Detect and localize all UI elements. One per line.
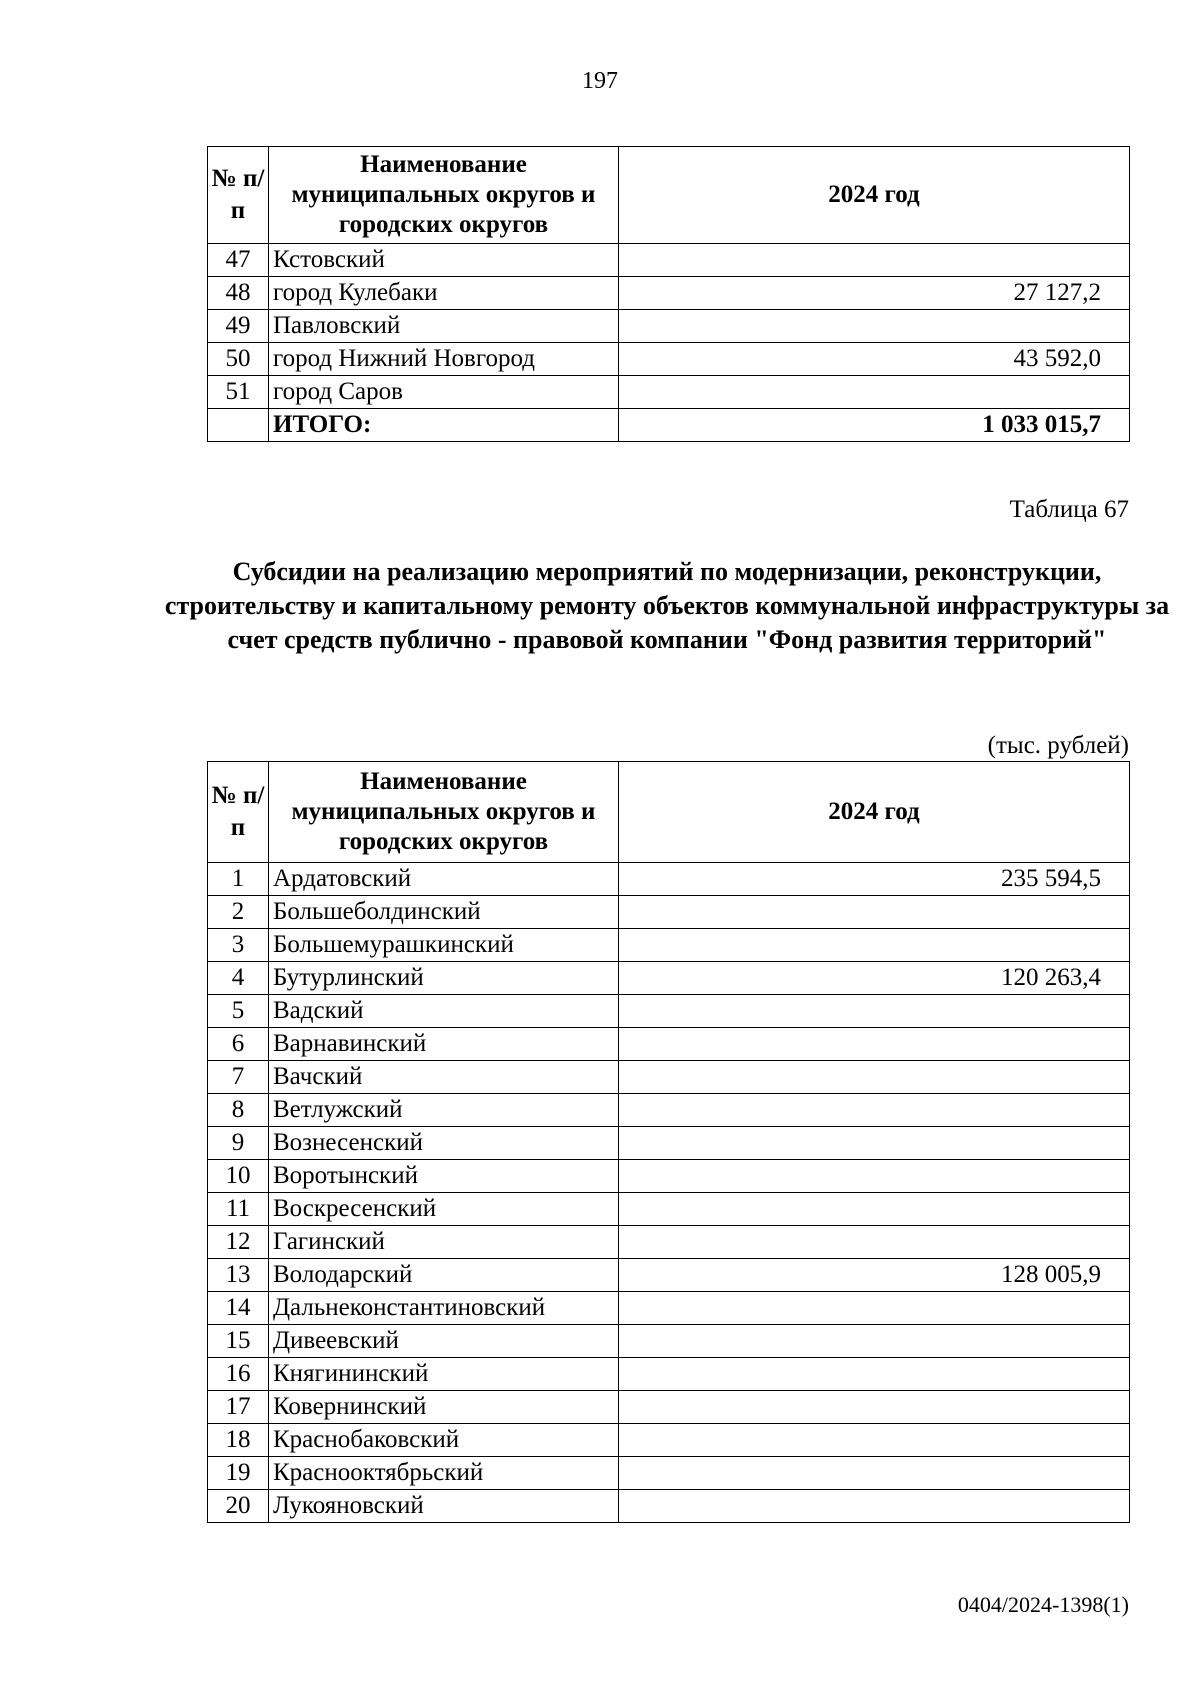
- table-row: [208, 1226, 1130, 1259]
- header-num: № п/п: [208, 762, 269, 863]
- total-row: [208, 409, 1130, 442]
- row-value: [619, 244, 1130, 277]
- row-value: 235 594,5: [619, 863, 1130, 896]
- table-header-row: [208, 762, 1130, 863]
- row-value: [619, 1226, 1130, 1259]
- row-name: Ардатовский: [269, 863, 619, 896]
- row-num: 1: [208, 863, 269, 896]
- row-value: [619, 1160, 1130, 1193]
- table-row: [208, 1160, 1130, 1193]
- row-name: Вознесенский: [269, 1127, 619, 1160]
- row-num: 17: [208, 1391, 269, 1424]
- row-num: 51: [208, 376, 269, 409]
- header-year: 2024 год: [619, 147, 1130, 244]
- row-num: 14: [208, 1292, 269, 1325]
- row-num: 7: [208, 1061, 269, 1094]
- row-name: Большемурашкинский: [269, 929, 619, 962]
- row-num: 47: [208, 244, 269, 277]
- document-code: 0404/2024-1398(1): [957, 1592, 1129, 1617]
- row-name: Володарский: [269, 1259, 619, 1292]
- row-value: [619, 1490, 1130, 1523]
- table-row: [208, 962, 1130, 995]
- row-num: 16: [208, 1358, 269, 1391]
- table-row: [208, 1061, 1130, 1094]
- table-row: [208, 1325, 1130, 1358]
- row-value: 128 005,9: [619, 1259, 1130, 1292]
- table-row: [208, 896, 1130, 929]
- row-value: [619, 1391, 1130, 1424]
- row-value: [619, 1325, 1130, 1358]
- row-name: город Кулебаки: [269, 277, 619, 310]
- row-name: Вадский: [269, 995, 619, 1028]
- row-value: [619, 929, 1130, 962]
- table-label: Таблица 67: [1009, 496, 1129, 523]
- row-num: 11: [208, 1193, 269, 1226]
- row-name: Кстовский: [269, 244, 619, 277]
- row-name: Ветлужский: [269, 1094, 619, 1127]
- row-value: [619, 1061, 1130, 1094]
- row-value: 27 127,2: [619, 277, 1130, 310]
- row-name: город Саров: [269, 376, 619, 409]
- row-value: [619, 1094, 1130, 1127]
- row-value: [619, 310, 1130, 343]
- table-row: [208, 376, 1130, 409]
- row-name: Лукояновский: [269, 1490, 619, 1523]
- row-num: 12: [208, 1226, 269, 1259]
- row-value: [619, 1127, 1130, 1160]
- row-value: [619, 1457, 1130, 1490]
- row-num: 10: [208, 1160, 269, 1193]
- row-num: 9: [208, 1127, 269, 1160]
- total-label: ИТОГО:: [269, 409, 619, 442]
- row-value: [619, 1028, 1130, 1061]
- header-year: 2024 год: [619, 762, 1130, 863]
- table-row: [208, 929, 1130, 962]
- table-row: [208, 1490, 1130, 1523]
- table-row: [208, 310, 1130, 343]
- table-row: [208, 995, 1130, 1028]
- row-value: 43 592,0: [619, 343, 1130, 376]
- table-row: [208, 1127, 1130, 1160]
- table-row: [208, 244, 1130, 277]
- row-num: 4: [208, 962, 269, 995]
- table-row: [208, 1193, 1130, 1226]
- row-num: 49: [208, 310, 269, 343]
- page-number: 197: [582, 68, 618, 94]
- row-value: [619, 1358, 1130, 1391]
- table-row: [208, 343, 1130, 376]
- table-row: [208, 1259, 1130, 1292]
- row-value: [619, 1193, 1130, 1226]
- row-name: Павловский: [269, 310, 619, 343]
- table-continuation: [207, 146, 1130, 442]
- row-name: Воротынский: [269, 1160, 619, 1193]
- total-num: [208, 409, 269, 442]
- row-name: Большеболдинский: [269, 896, 619, 929]
- row-name: Краснооктябрьский: [269, 1457, 619, 1490]
- total-value: 1 033 015,7: [619, 409, 1130, 442]
- table-row: [208, 1292, 1130, 1325]
- row-value: [619, 376, 1130, 409]
- row-num: 3: [208, 929, 269, 962]
- subsidy-table: [207, 761, 1130, 1523]
- table-row: [208, 277, 1130, 310]
- row-name: Варнавинский: [269, 1028, 619, 1061]
- table-row: [208, 1094, 1130, 1127]
- row-num: 19: [208, 1457, 269, 1490]
- row-num: 48: [208, 277, 269, 310]
- row-name: Ковернинский: [269, 1391, 619, 1424]
- row-value: 120 263,4: [619, 962, 1130, 995]
- unit-label: (тыс. рублей): [987, 732, 1129, 759]
- row-num: 13: [208, 1259, 269, 1292]
- row-name: город Нижний Новгород: [269, 343, 619, 376]
- table-row: [208, 1028, 1130, 1061]
- table-row: [208, 1457, 1130, 1490]
- table-row: [208, 863, 1130, 896]
- row-name: Вачский: [269, 1061, 619, 1094]
- row-num: 15: [208, 1325, 269, 1358]
- row-value: [619, 995, 1130, 1028]
- row-name: Бутурлинский: [269, 962, 619, 995]
- table-header-row: [208, 147, 1130, 244]
- row-value: [619, 896, 1130, 929]
- row-num: 5: [208, 995, 269, 1028]
- row-name: Княгининский: [269, 1358, 619, 1391]
- table-row: [208, 1391, 1130, 1424]
- row-num: 8: [208, 1094, 269, 1127]
- row-name: Воскресенский: [269, 1193, 619, 1226]
- row-num: 2: [208, 896, 269, 929]
- row-name: Гагинский: [269, 1226, 619, 1259]
- table-row: [208, 1424, 1130, 1457]
- row-num: 18: [208, 1424, 269, 1457]
- row-num: 50: [208, 343, 269, 376]
- table-title: Субсидии на реализацию мероприятий по модернизации, реконструкции, строительству и капитальному ремонту объектов коммунальной инфраструктуры за счет средств публично - правовой компании "Фонд развития территорий": [164, 557, 1170, 654]
- row-value: [619, 1424, 1130, 1457]
- row-name: Дивеевский: [269, 1325, 619, 1358]
- row-name: Краснобаковский: [269, 1424, 619, 1457]
- table-row: [208, 1358, 1130, 1391]
- header-name: Наименование муниципальных округов и городских округов: [269, 762, 619, 863]
- header-name: Наименование муниципальных округов и городских округов: [269, 147, 619, 244]
- row-num: 20: [208, 1490, 269, 1523]
- header-num: № п/п: [208, 147, 269, 244]
- row-value: [619, 1292, 1130, 1325]
- row-name: Дальнеконстантиновский: [269, 1292, 619, 1325]
- row-num: 6: [208, 1028, 269, 1061]
